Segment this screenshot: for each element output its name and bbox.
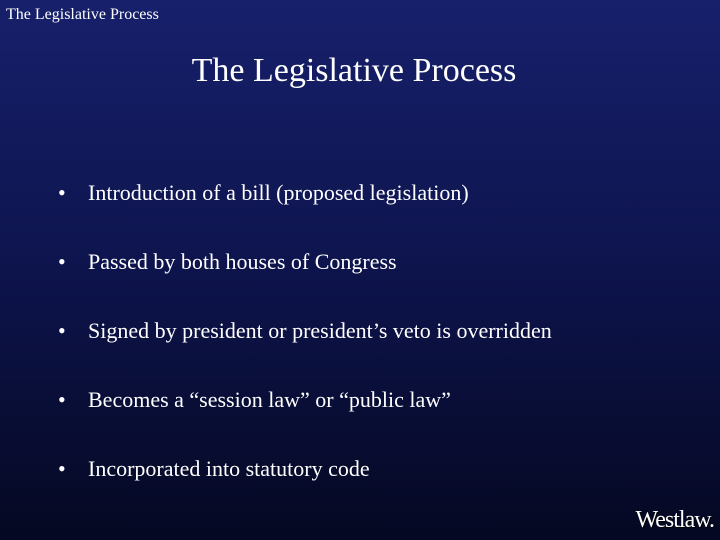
bullet-item	[58, 316, 552, 385]
bullet-glyph: •	[58, 456, 66, 481]
bullet-text: Introduction of a bill (proposed legislation)	[88, 180, 469, 205]
bullet-item	[58, 247, 552, 316]
header-label: The Legislative Process	[6, 6, 159, 23]
bullet-text: Becomes a “session law” or “public law”	[88, 387, 451, 412]
bullet-item	[58, 178, 552, 247]
westlaw-logo: Westlaw.	[635, 507, 714, 533]
bullet-item	[58, 385, 552, 454]
bullet-glyph: •	[58, 318, 66, 343]
bullet-text: Passed by both houses of Congress	[88, 249, 397, 274]
bullet-glyph: •	[58, 387, 66, 412]
bullet-glyph: •	[58, 249, 66, 274]
slide-title: The Legislative Process	[191, 52, 517, 89]
bullet-text: Incorporated into statutory code	[88, 456, 370, 481]
bullet-item	[58, 454, 552, 523]
bullet-text: Signed by president or president’s veto is overridden	[88, 318, 552, 343]
bullet-glyph: •	[58, 180, 66, 205]
bullet-list	[58, 178, 552, 523]
